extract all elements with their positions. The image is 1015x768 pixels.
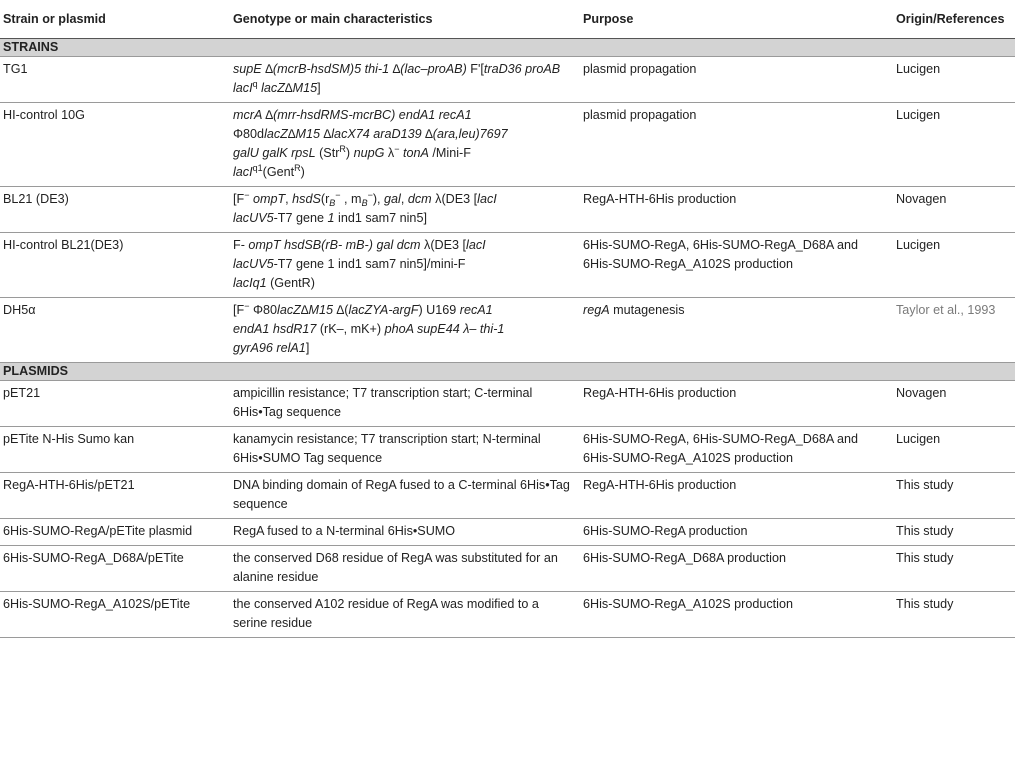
plasmid-name: pETite N-His Sumo kan [0,427,225,473]
plasmid-name: pET21 [0,381,225,427]
genotype-cell: [F− ompT, $hsdS(r_B^-$ , $m_B^-$), gal, dcm λ(DE3 [lacI lacUV5-T7 gene 1 ind1 sam7 nin5] [225,187,580,233]
section-plasmids: PLASMIDS [0,363,1015,381]
purpose-cell: RegA-HTH-6His production [580,473,893,519]
purpose-cell: 6His-SUMO-RegA, 6His-SUMO-RegA_D68A and 6His-SUMO-RegA_A102S production [580,233,893,298]
table-row [0,187,1015,233]
header-row [0,0,1015,39]
header-strain: Strain or plasmid [0,0,225,39]
purpose-cell: 6His-SUMO-RegA_D68A production [580,546,893,592]
origin-cell: Lucigen [893,103,1015,187]
table-row [0,298,1015,363]
genotype-cell: [F− Φ80lacZ∆M15 ∆(lacZYA-argF) U169 recA1 endA1 hsdR17 (rK–, mK+) phoA supE44 λ– thi-1 gyrA96 relA1] [225,298,580,363]
table-row [0,519,1015,546]
table-row [0,546,1015,592]
genotype-cell: DNA binding domain of RegA fused to a C-terminal 6His•Tag sequence [225,473,580,519]
origin-cell: Novagen [893,381,1015,427]
strain-name: HI-control BL21(DE3) [0,233,225,298]
origin-cell: Lucigen [893,233,1015,298]
purpose-cell: 6His-SUMO-RegA production [580,519,893,546]
plasmid-name: 6His-SUMO-RegA_D68A/pETite [0,546,225,592]
table-row [0,473,1015,519]
genotype-cell: RegA fused to a N-terminal 6His•SUMO [225,519,580,546]
purpose-cell: 6His-SUMO-RegA_A102S production [580,592,893,638]
origin-cell: This study [893,473,1015,519]
header-origin: Origin/References [893,0,1015,39]
genotype-cell: kanamycin resistance; T7 transcription start; N-terminal 6His•SUMO Tag sequence [225,427,580,473]
strain-name: DH5α [0,298,225,363]
table-row [0,57,1015,103]
strain-name: HI-control 10G [0,103,225,187]
table-row [0,427,1015,473]
genotype-cell: supE ∆(mcrB-hsdSM)5 thi-1 ∆(lac–proAB) F'[traD36 proAB lacI$^q$ lacZ∆M15] [225,57,580,103]
table-row [0,103,1015,187]
genotype-cell: F- ompT hsdSB(rB- mB-) gal dcm λ(DE3 [lacI lacUV5-T7 gene 1 ind1 sam7 nin5]/mini-F lacIq1 (GentR) [225,233,580,298]
section-row [0,39,1015,57]
section-strains: STRAINS [0,39,1015,57]
origin-cell: Novagen [893,187,1015,233]
origin-cell: Lucigen [893,57,1015,103]
strain-name: BL21 (DE3) [0,187,225,233]
table-row [0,592,1015,638]
origin-cell: This study [893,546,1015,592]
table-row [0,381,1015,427]
purpose-cell: plasmid propagation [580,103,893,187]
origin-reference-link[interactable]: Taylor et al., 1993 [893,298,1015,363]
plasmid-name: 6His-SUMO-RegA_A102S/pETite [0,592,225,638]
header-purpose: Purpose [580,0,893,39]
purpose-cell: RegA-HTH-6His production [580,187,893,233]
origin-cell: This study [893,519,1015,546]
genotype-cell: ampicillin resistance; T7 transcription start; C-terminal 6His•Tag sequence [225,381,580,427]
header-genotype: Genotype or main characteristics [225,0,580,39]
purpose-cell: regA mutagenesis [580,298,893,363]
plasmid-name: RegA-HTH-6His/pET21 [0,473,225,519]
genotype-cell: the conserved A102 residue of RegA was modified to a serine residue [225,592,580,638]
purpose-cell: plasmid propagation [580,57,893,103]
table-row [0,233,1015,298]
plasmid-name: 6His-SUMO-RegA/pETite plasmid [0,519,225,546]
origin-cell: This study [893,592,1015,638]
purpose-cell: RegA-HTH-6His production [580,381,893,427]
genotype-cell: the conserved D68 residue of RegA was substituted for an alanine residue [225,546,580,592]
genotype-cell: mcrA ∆(mrr-hsdRMS-mcrBC) endA1 recA1 Φ80dlacZ∆M15 ∆lacX74 araD139 ∆(ara,leu)7697 galU galK rpsL (Str$^R$) nupG λ− tonA /Mini-F lacI$^{q1}$(Gent$^R$) [225,103,580,187]
origin-cell: Lucigen [893,427,1015,473]
purpose-cell: 6His-SUMO-RegA, 6His-SUMO-RegA_D68A and 6His-SUMO-RegA_A102S production [580,427,893,473]
section-row [0,363,1015,381]
strain-name: TG1 [0,57,225,103]
